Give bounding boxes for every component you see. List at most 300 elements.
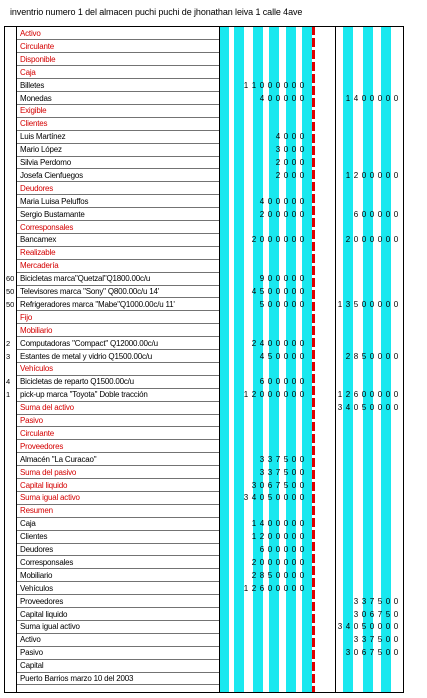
row-label: Suma igual activo [20,622,80,632]
amount-digit: 4 [251,287,257,296]
amount-digit: 3 [353,596,359,606]
amount-digit: 0 [393,390,399,400]
row-label: Realizable [20,248,56,258]
amount-digit: 0 [291,493,297,503]
amount-digit: 7 [369,635,375,645]
ledger-row [0,182,427,195]
amount-digit: 0 [283,287,289,296]
amount-digit: 0 [385,403,391,413]
amount-digit: 4 [345,403,351,413]
amount-digit: 1 [243,583,249,593]
amount-digit: 3 [361,596,367,606]
row-label: Josefa Cienfuegos [20,170,83,180]
ledger-row [0,92,427,105]
amount-digit: 0 [369,351,375,361]
row-rule [4,692,404,693]
amount-digit: 0 [283,158,289,167]
amount-digit: 5 [361,351,367,361]
amount-digit: 5 [267,570,273,580]
amount-digit: 6 [259,377,265,387]
amount-digit: 0 [291,583,297,593]
amount-digit: 0 [393,648,399,658]
amount-digit: 5 [377,635,383,645]
amount-digit: 0 [385,390,391,400]
amount-digit: 0 [267,557,273,567]
amount-digit: 0 [377,390,383,400]
amount-digit: 0 [267,532,273,542]
amount-digit: 0 [267,93,273,103]
amount-digit: 0 [267,196,273,206]
ledger-row [0,221,427,234]
amount-digit: 0 [353,622,359,632]
row-label: Bicicletas de reparto Q1500.00c/u [20,377,134,387]
ledger-row [0,350,427,363]
amount-digit: 0 [283,170,289,180]
amount-digit: 0 [369,299,375,309]
amount-digit: 5 [283,480,289,490]
amount-digit: 0 [283,377,289,387]
amount-digit: 0 [369,93,375,103]
amount-digit: 0 [393,351,399,361]
amount-digit: 0 [291,196,297,206]
amount-digit: 0 [393,170,399,180]
amount-digit: 0 [283,570,289,580]
ledger-row [0,169,427,182]
ledger-row [0,311,427,324]
amount-digit: 0 [377,299,383,309]
amount-digit: 0 [299,274,305,284]
amount-digit: 0 [283,583,289,593]
ledger-row [0,401,427,414]
amount-digit: 0 [393,596,399,606]
amount-digit: 0 [267,299,273,309]
amount-digit: 0 [299,235,305,245]
amount-digit: 7 [275,454,281,464]
amount-digit: 5 [259,287,265,296]
amount-digit: 3 [337,403,343,413]
amount-digit: 0 [361,390,367,400]
row-label: Suma igual activo [20,493,80,503]
amount-digit: 0 [385,209,391,219]
amount-digit: 0 [275,532,281,542]
amount-digit: 0 [275,545,281,554]
amount-digit: 0 [291,158,297,167]
amount-digit: 6 [353,390,359,400]
amount-digit: 0 [361,93,367,103]
item-quantity: 1 [6,390,11,400]
amount-digit: 0 [377,209,383,219]
amount-digit: 0 [299,209,305,219]
amount-digit: 0 [291,570,297,580]
amount-digit: 0 [291,351,297,361]
amount-digit: 0 [385,622,391,632]
ledger-row [0,388,427,401]
ledger-row [0,466,427,479]
amount-digit: 0 [275,583,281,593]
row-label: Capital liquido [20,480,68,490]
amount-digit: 6 [361,648,367,658]
amount-digit: 3 [259,467,265,477]
amount-digit: 5 [267,493,273,503]
amount-digit: 0 [393,93,399,103]
row-label: Estantes de metal y vidrio Q1500.00c/u [20,351,153,361]
ledger-row [0,272,427,285]
row-label: Vehículos [20,583,53,593]
amount-digit: 2 [259,532,265,542]
ledger-row [0,633,427,646]
amount-digit: 0 [283,235,289,245]
amount-digit: 6 [369,609,375,619]
ledger-row [0,298,427,311]
amount-digit: 2 [345,235,351,245]
amount-digit: 0 [377,622,383,632]
amount-digit: 0 [299,299,305,309]
item-quantity: 2 [6,338,11,348]
amount-digit: 0 [275,519,281,529]
amount-digit: 0 [283,532,289,542]
amount-digit: 1 [337,299,343,309]
amount-digit: 0 [299,287,305,296]
ledger-row [0,672,427,685]
ledger-row [0,620,427,633]
amount-digit: 0 [267,545,273,554]
row-label: Maria Luisa Peluffos [20,196,89,206]
amount-digit: 0 [299,557,305,567]
amount-digit: 0 [393,635,399,645]
amount-digit: 0 [291,299,297,309]
amount-digit: 0 [369,170,375,180]
ledger-row [0,375,427,388]
row-label: Billetes [20,80,45,90]
ledger-row [0,66,427,79]
amount-digit: 0 [385,299,391,309]
ledger-row [0,53,427,66]
amount-digit: 4 [353,93,359,103]
amount-digit: 8 [259,570,265,580]
amount-digit: 0 [299,145,305,155]
amount-digit: 0 [275,557,281,567]
row-label: Deudores [20,183,54,193]
row-label: Caja [20,519,36,529]
amount-digit: 0 [275,93,281,103]
amount-digit: 0 [385,635,391,645]
amount-digit: 1 [337,390,343,400]
ledger-row [0,79,427,92]
amount-digit: 0 [267,209,273,219]
amount-digit: 5 [385,609,391,619]
amount-digit: 0 [291,93,297,103]
ledger-row [0,582,427,595]
amount-digit: 0 [291,145,297,155]
amount-digit: 3 [243,493,249,503]
ledger-row [0,646,427,659]
amount-digit: 0 [299,570,305,580]
amount-digit: 0 [291,545,297,554]
amount-digit: 0 [291,338,297,348]
amount-digit: 3 [267,454,273,464]
amount-digit: 4 [251,493,257,503]
amount-digit: 0 [377,403,383,413]
amount-digit: 0 [283,145,289,155]
item-quantity: 60 [6,274,15,284]
ledger-row [0,208,427,221]
amount-digit: 4 [345,622,351,632]
amount-digit: 1 [243,80,249,90]
amount-digit: 0 [299,519,305,529]
amount-digit: 0 [385,596,391,606]
amount-digit: 5 [377,648,383,658]
amount-digit: 4 [259,93,265,103]
amount-digit: 0 [275,493,281,503]
amount-digit: 0 [291,274,297,284]
amount-digit: 9 [259,274,265,284]
ledger-row [0,427,427,440]
row-label: Pasivo [20,648,43,658]
ledger-row [0,104,427,117]
row-label: Exigible [20,106,47,116]
ledger-row [0,491,427,504]
amount-digit: 3 [275,145,281,155]
amount-digit: 0 [353,403,359,413]
amount-digit: 0 [275,274,281,284]
row-label: Mario López [20,145,62,155]
amount-digit: 0 [275,235,281,245]
amount-digit: 3 [337,622,343,632]
item-quantity: 50 [6,287,15,296]
amount-digit: 0 [291,170,297,180]
row-label: Mobiliario [20,570,53,580]
ledger-row [0,117,427,130]
ledger-row [0,40,427,53]
row-label: Almacén "La Curacao" [20,454,97,464]
amount-digit: 0 [361,235,367,245]
amount-digit: 0 [291,480,297,490]
amount-digit: 0 [283,390,289,400]
amount-digit: 0 [291,557,297,567]
amount-digit: 2 [275,170,281,180]
amount-digit: 5 [267,351,273,361]
amount-digit: 0 [393,209,399,219]
ledger-row [0,659,427,672]
amount-digit: 0 [259,80,265,90]
amount-digit: 0 [299,196,305,206]
ledger-row [0,143,427,156]
amount-digit: 0 [393,299,399,309]
amount-digit: 0 [267,377,273,387]
amount-digit: 2 [259,209,265,219]
row-label: Resumen [20,506,53,516]
amount-digit: 0 [283,132,289,142]
item-quantity: 3 [6,351,11,361]
row-label: Sergio Bustamante [20,209,85,219]
ledger-row [0,453,427,466]
amount-digit: 0 [353,648,359,658]
amount-digit: 7 [275,480,281,490]
amount-digit: 0 [275,351,281,361]
amount-digit: 0 [259,390,265,400]
row-label: Mercadería [20,261,59,271]
amount-digit: 0 [361,299,367,309]
amount-digit: 2 [251,338,257,348]
amount-digit: 0 [299,454,305,464]
row-label: Deudores [20,545,54,554]
amount-digit: 0 [299,132,305,142]
amount-digit: 0 [275,299,281,309]
amount-digit: 0 [275,196,281,206]
amount-digit: 2 [251,390,257,400]
amount-digit: 0 [259,235,265,245]
amount-digit: 0 [275,80,281,90]
row-rule [16,684,219,685]
amount-digit: 1 [345,93,351,103]
amount-digit: 1 [345,170,351,180]
amount-digit: 2 [251,557,257,567]
amount-digit: 0 [259,557,265,567]
amount-digit: 6 [259,583,265,593]
amount-digit: 0 [369,390,375,400]
amount-digit: 4 [259,196,265,206]
ledger-row [0,440,427,453]
amount-digit: 0 [291,454,297,464]
amount-digit: 2 [275,158,281,167]
amount-digit: 3 [259,454,265,464]
amount-digit: 0 [299,80,305,90]
row-label: Activo [20,635,41,645]
row-label: Monedas [20,93,52,103]
ledger-row [0,337,427,350]
amount-digit: 6 [259,545,265,554]
amount-digit: 0 [361,170,367,180]
amount-digit: 0 [299,351,305,361]
amount-digit: 5 [283,454,289,464]
amount-digit: 0 [299,532,305,542]
amount-digit: 0 [283,545,289,554]
amount-digit: 3 [353,609,359,619]
ledger-row [0,285,427,298]
amount-digit: 0 [291,390,297,400]
amount-digit: 2 [251,235,257,245]
amount-digit: 0 [275,287,281,296]
amount-digit: 0 [291,377,297,387]
amount-digit: 3 [267,467,273,477]
amount-digit: 0 [299,93,305,103]
row-label: Pasivo [20,416,43,425]
ledger-row [0,569,427,582]
amount-digit: 0 [267,287,273,296]
row-label: Suma del pasivo [20,467,77,477]
amount-digit: 0 [275,390,281,400]
amount-digit: 8 [353,351,359,361]
amount-digit: 0 [369,622,375,632]
ledger-row [0,130,427,143]
amount-digit: 0 [377,235,383,245]
amount-digit: 0 [361,209,367,219]
ledger-row [0,608,427,621]
ledger-row [0,156,427,169]
amount-digit: 0 [299,583,305,593]
ledger-row [0,414,427,427]
amount-digit: 3 [345,299,351,309]
row-label: Bancamex [20,235,57,245]
amount-digit: 0 [275,377,281,387]
amount-digit: 6 [267,480,273,490]
amount-digit: 0 [283,519,289,529]
amount-digit: 2 [353,170,359,180]
ledger-row [0,362,427,375]
amount-digit: 7 [275,467,281,477]
amount-digit: 0 [393,235,399,245]
amount-digit: 0 [299,493,305,503]
amount-digit: 0 [393,403,399,413]
amount-digit: 0 [267,390,273,400]
amount-digit: 0 [299,545,305,554]
item-quantity: 50 [6,299,15,309]
amount-digit: 0 [385,235,391,245]
row-label: Corresponsales [20,557,74,567]
amount-digit: 4 [275,132,281,142]
ledger-row [0,504,427,517]
amount-digit: 2 [345,351,351,361]
amount-digit: 3 [361,635,367,645]
amount-digit: 0 [291,467,297,477]
row-label: Bicicletas marca"Quetzal"Q1800.00c/u [20,274,151,284]
amount-digit: 2 [345,390,351,400]
ledger-row [0,195,427,208]
amount-digit: 0 [291,519,297,529]
amount-digit: 4 [259,338,265,348]
ledger-row [0,595,427,608]
amount-digit: 2 [251,570,257,580]
amount-digit: 3 [251,480,257,490]
amount-digit: 1 [243,390,249,400]
amount-digit: 0 [369,403,375,413]
amount-digit: 0 [385,170,391,180]
amount-digit: 5 [361,622,367,632]
amount-digit: 0 [361,609,367,619]
row-label: Silvia Perdomo [20,158,72,167]
row-label: Circulante [20,428,55,438]
amount-digit: 0 [291,287,297,296]
amount-digit: 1 [251,519,257,529]
amount-digit: 0 [393,609,399,619]
amount-digit: 0 [377,351,383,361]
amount-digit: 0 [275,570,281,580]
row-label: Proveedores [20,441,64,451]
amount-digit: 0 [291,80,297,90]
amount-digit: 2 [251,583,257,593]
amount-digit: 0 [353,235,359,245]
amount-digit: 0 [377,93,383,103]
amount-digit: 0 [283,274,289,284]
amount-digit: 0 [385,648,391,658]
row-label: Suma del activo [20,403,74,413]
amount-digit: 0 [299,158,305,167]
amount-digit: 0 [267,274,273,284]
amount-digit: 0 [283,557,289,567]
ledger-row [0,324,427,337]
document-title: inventrio numero 1 del almacen puchi puchi de jhonathan leiva 1 calle 4ave [10,7,303,17]
row-label: Corresponsales [20,222,74,232]
row-label: Refrigeradores marca "Mabe"Q1000.00c/u 11' [20,299,175,309]
ledger-row [0,479,427,492]
amount-digit: 0 [275,209,281,219]
amount-digit: 1 [251,532,257,542]
ledger-row [0,543,427,556]
amount-digit: 0 [377,170,383,180]
amount-digit: 0 [259,480,265,490]
amount-digit: 0 [283,351,289,361]
amount-digit: 0 [385,93,391,103]
